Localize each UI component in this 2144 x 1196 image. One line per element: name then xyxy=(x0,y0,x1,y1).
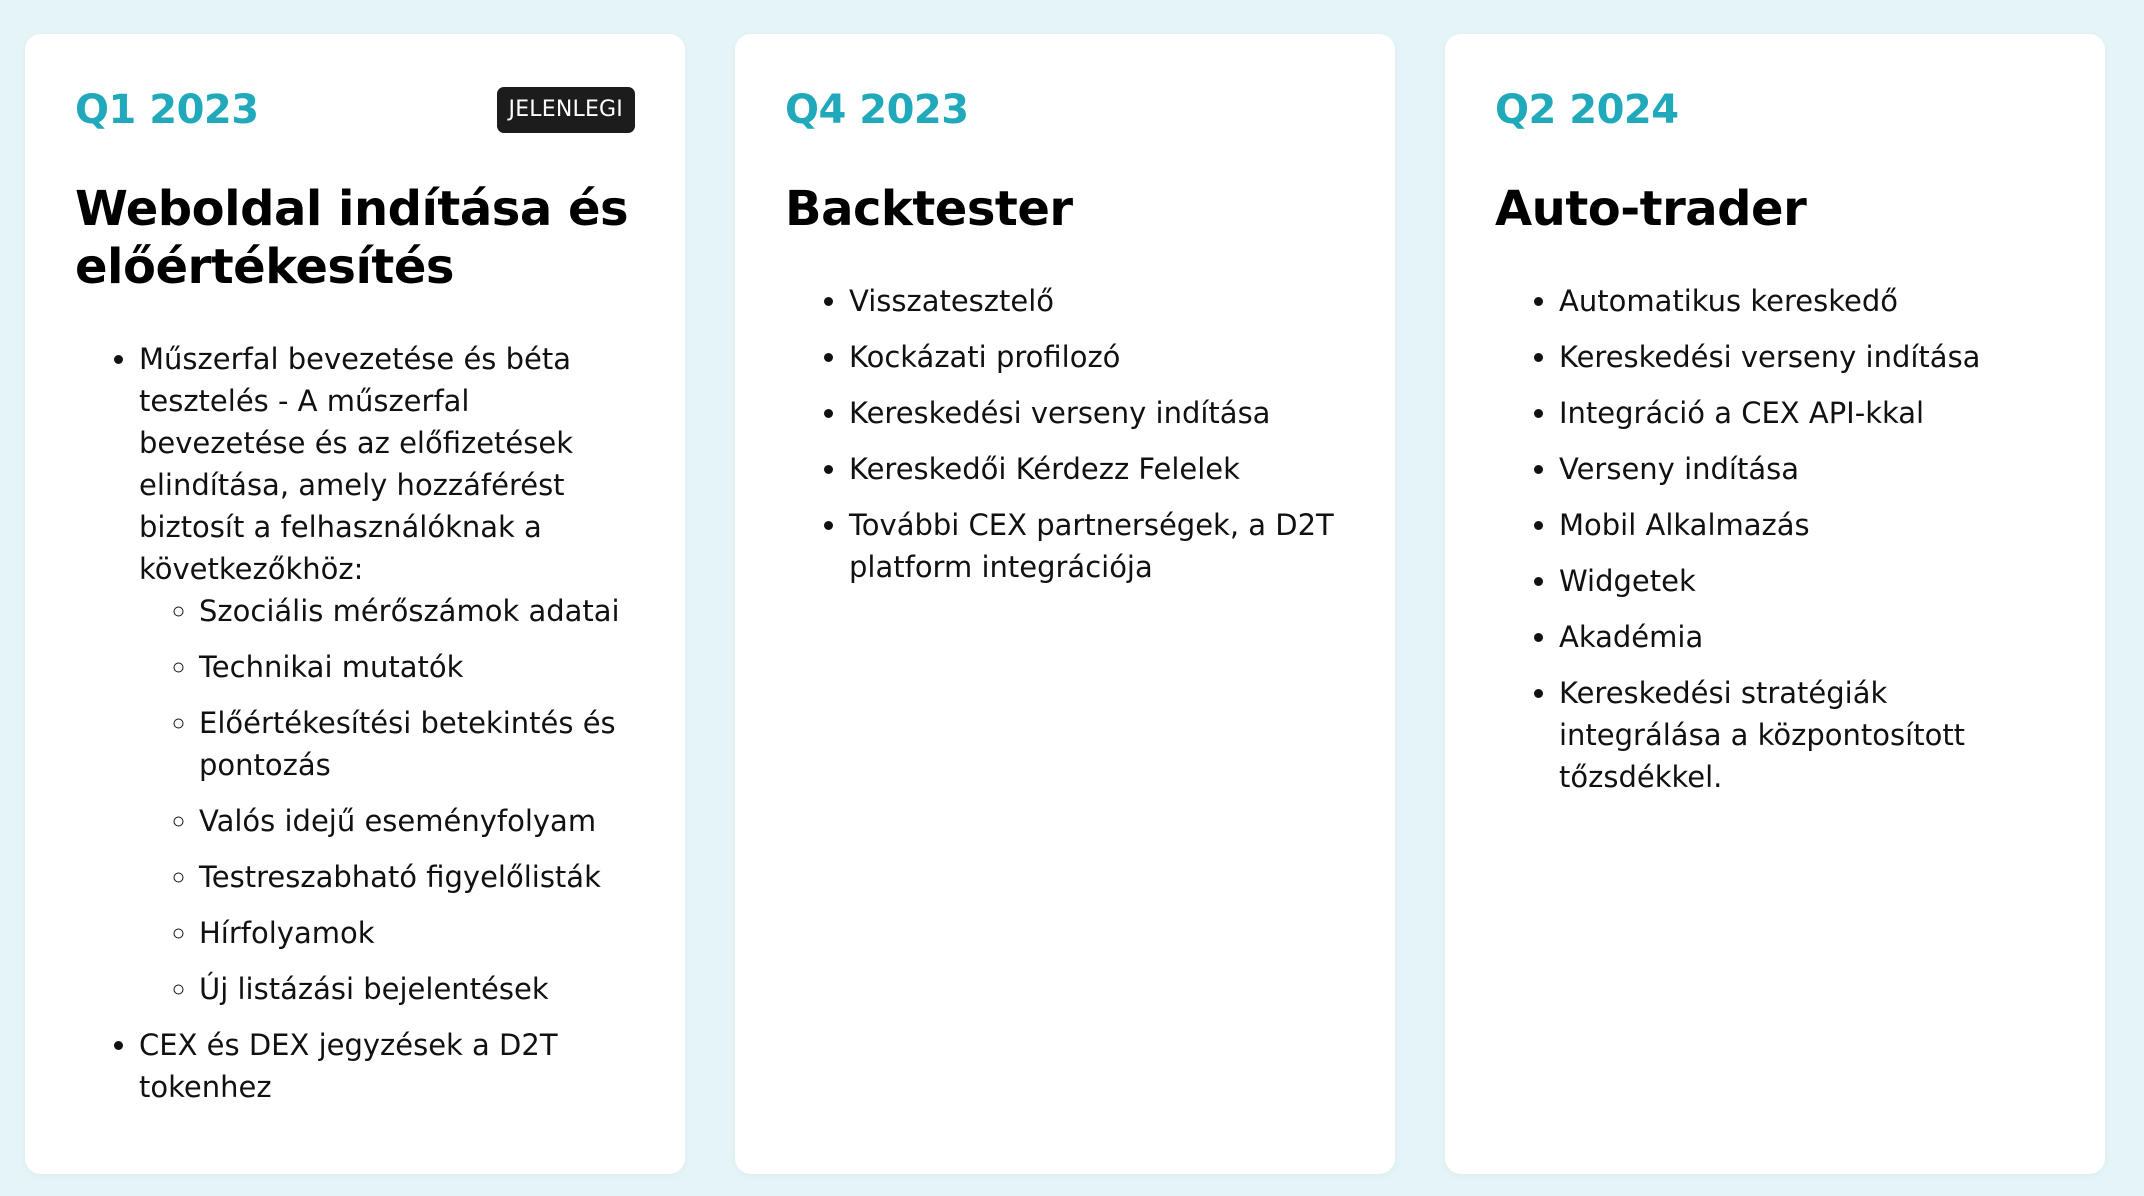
list-item: • Akadémia xyxy=(1559,616,2055,658)
list-item: • Verseny indítása xyxy=(1559,448,2055,490)
roadmap-card-q4-2023 xyxy=(735,34,1395,1174)
milestone-list xyxy=(1495,280,2055,798)
card-header xyxy=(75,84,635,136)
current-badge: JELENLEGI xyxy=(497,87,636,133)
list-item: • További CEX partnerségek, a D2T platform integrációja xyxy=(849,504,1345,588)
list-item: • Kereskedési verseny indítása xyxy=(849,392,1345,434)
list-item: • Kereskedési stratégiák integrálása a központosított tőzsdékkel. xyxy=(1559,672,2055,798)
quarter-label: Q1 2023 xyxy=(75,87,259,133)
list-item-text: Műszerfal bevezetése és béta tesztelés - A műszerfal bevezetése és az előfizetések elindítása, amely hozzáférést biztosít a felhasználóknak a következőkhöz: xyxy=(139,342,574,586)
roadmap-card-q1-2023 xyxy=(25,34,685,1174)
list-item: • Kockázati profilozó xyxy=(849,336,1345,378)
sub-list-item: ◦ Szociális mérőszámok adatai xyxy=(199,590,635,632)
sub-list xyxy=(139,590,635,1010)
sub-list-item: ◦ Új listázási bejelentések xyxy=(199,968,635,1010)
quarter-label: Q2 2024 xyxy=(1495,87,1679,133)
list-item xyxy=(139,1024,635,1108)
sub-list-item: ◦ Előértékesítési betekintés és pontozás xyxy=(199,702,635,786)
list-item: • Visszatesztelő xyxy=(849,280,1345,322)
card-title: Weboldal indítása és előértékesítés xyxy=(75,181,629,295)
card-title: Backtester xyxy=(785,181,1073,237)
list-item: • Automatikus kereskedő xyxy=(1559,280,2055,322)
sub-list-item: ◦ Valós idejű eseményfolyam xyxy=(199,800,635,842)
list-item: • Kereskedői Kérdezz Felelek xyxy=(849,448,1345,490)
list-item: • Integráció a CEX API-kkal xyxy=(1559,392,2055,434)
list-item: • Widgetek xyxy=(1559,560,2055,602)
list-item-text: CEX és DEX jegyzések a D2T tokenhez xyxy=(139,1028,558,1104)
list-item xyxy=(139,338,635,1010)
card-header xyxy=(785,84,1345,136)
list-item: • Mobil Alkalmazás xyxy=(1559,504,2055,546)
milestone-list xyxy=(785,280,1345,588)
sub-list-item: ◦ Technikai mutatók xyxy=(199,646,635,688)
card-title: Auto-trader xyxy=(1495,181,1807,237)
sub-list-item: ◦ Testreszabható figyelőlisták xyxy=(199,856,635,898)
roadmap xyxy=(25,34,2105,1174)
quarter-label: Q4 2023 xyxy=(785,87,969,133)
sub-list-item: ◦ Hírfolyamok xyxy=(199,912,635,954)
milestone-list xyxy=(75,338,635,1108)
roadmap-card-q2-2024 xyxy=(1445,34,2105,1174)
list-item: • Kereskedési verseny indítása xyxy=(1559,336,2055,378)
card-header xyxy=(1495,84,2055,136)
